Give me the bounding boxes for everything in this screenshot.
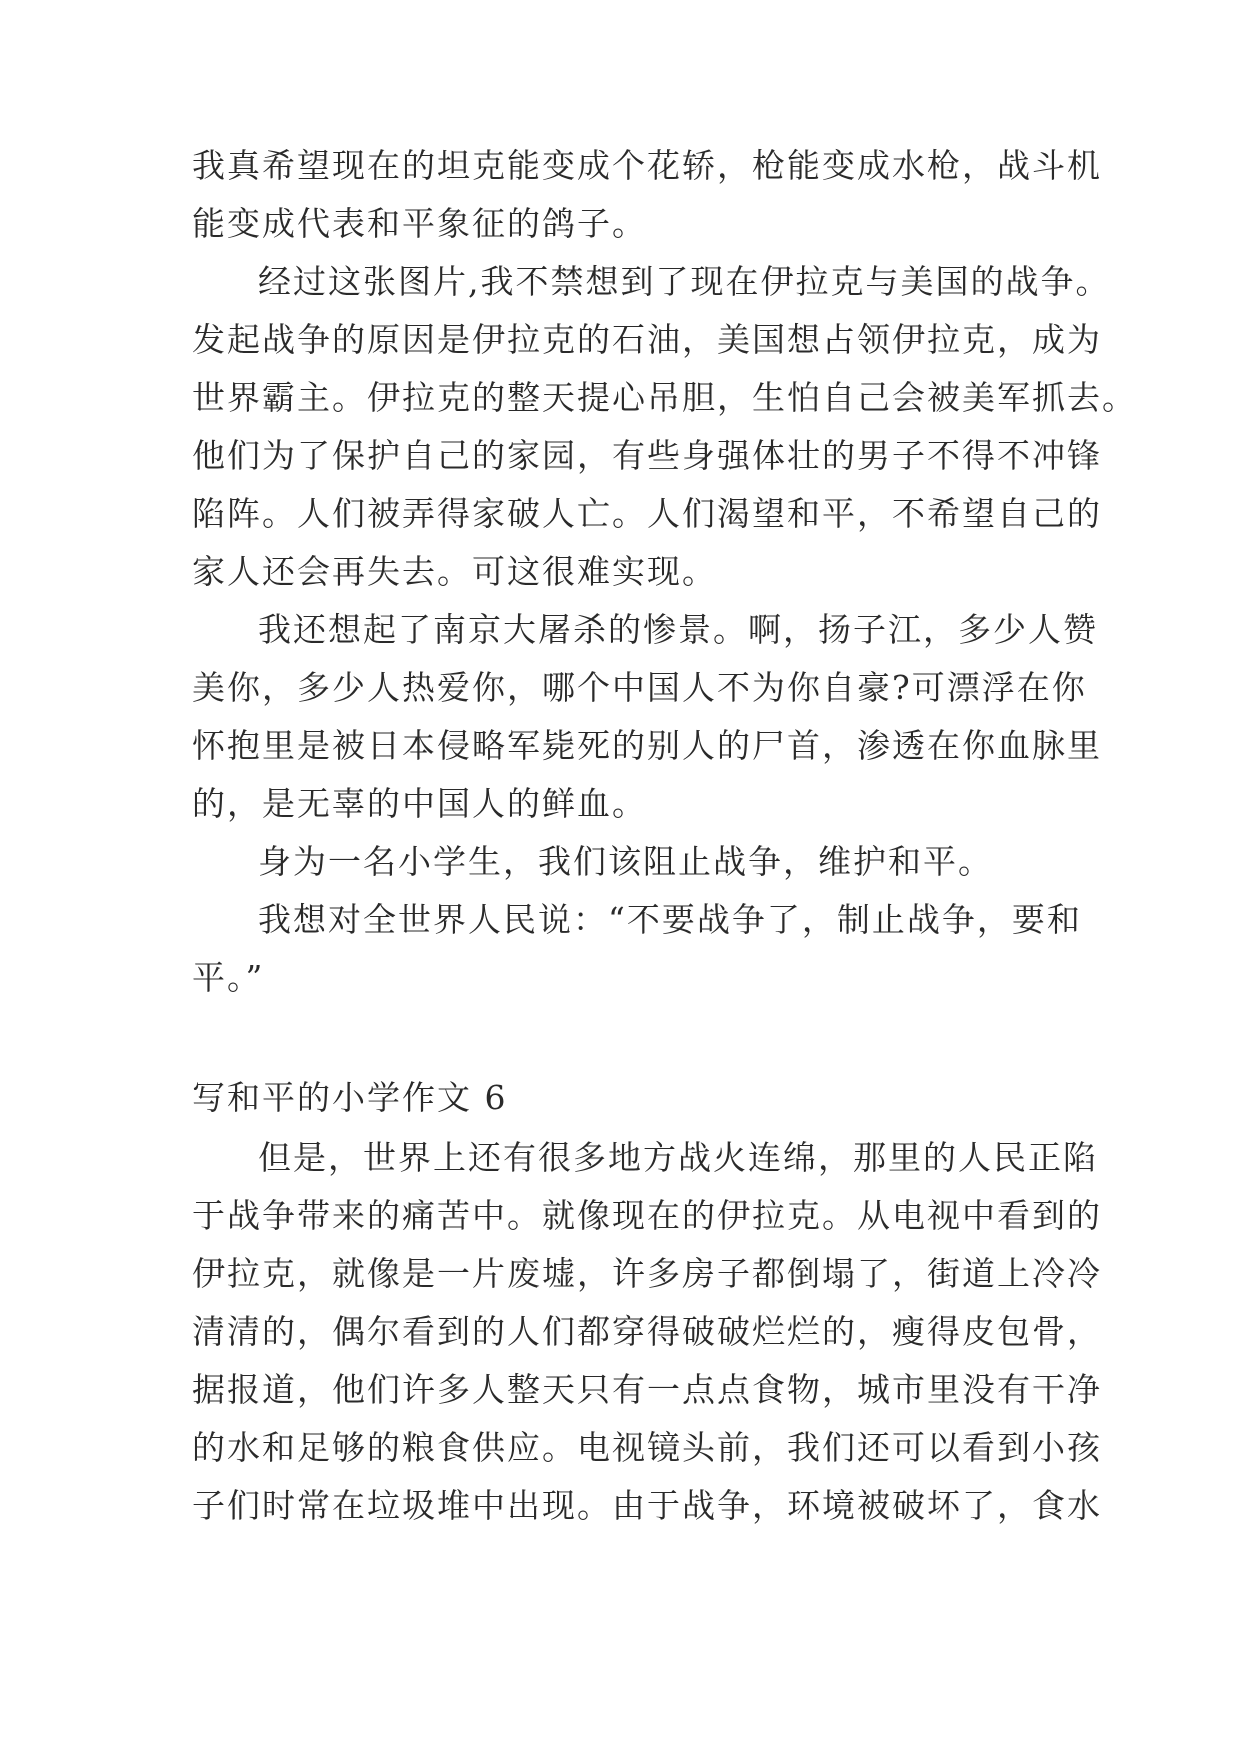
text-line: 能变成代表和平象征的鸽子。 (192, 204, 647, 243)
text-line: 我真希望现在的坦克能变成个花轿，枪能变成水枪，战斗机 (192, 146, 1102, 185)
paragraph-start-line: 经过这张图片,我不禁想到了现在伊拉克与美国的战争。 (258, 262, 1111, 301)
paragraph-start-line: 身为一名小学生，我们该阻止战争，维护和平。 (258, 842, 993, 881)
paragraph-start-line: 但是，世界上还有很多地方战火连绵，那里的人民正陷 (258, 1138, 1098, 1177)
text-line: 家人还会再失去。可这很难实现。 (192, 552, 717, 591)
paragraph-start-line: 我还想起了南京大屠杀的惨景。啊，扬子江，多少人赞 (258, 610, 1098, 649)
text-line: 他们为了保护自己的家园，有些身强体壮的男子不得不冲锋 (192, 436, 1102, 475)
paragraph-start-line: 我想对全世界人民说：“不要战争了，制止战争，要和 (258, 900, 1082, 939)
text-line: 怀抱里是被日本侵略军毙死的别人的尸首，渗透在你血脉里 (192, 726, 1102, 765)
text-line: 据报道，他们许多人整天只有一点点食物，城市里没有干净 (192, 1370, 1102, 1409)
text-line: 平。” (192, 958, 265, 997)
text-line: 的水和足够的粮食供应。电视镜头前，我们还可以看到小孩 (192, 1428, 1102, 1467)
section-heading: 写和平的小学作文 6 (192, 1078, 508, 1117)
text-line: 美你，多少人热爱你，哪个中国人不为你自豪?可漂浮在你 (192, 668, 1087, 707)
text-line: 发起战争的原因是伊拉克的石油，美国想占领伊拉克，成为 (192, 320, 1102, 359)
text-line: 子们时常在垃圾堆中出现。由于战争，环境被破坏了，食水 (192, 1486, 1102, 1525)
text-line: 世界霸主。伊拉克的整天提心吊胆，生怕自己会被美军抓去。 (192, 378, 1137, 417)
text-line: 陷阵。人们被弄得家破人亡。人们渴望和平，不希望自己的 (192, 494, 1102, 533)
text-line: 清清的，偶尔看到的人们都穿得破破烂烂的，瘦得皮包骨， (192, 1312, 1102, 1351)
text-line: 伊拉克，就像是一片废墟，许多房子都倒塌了，街道上冷冷 (192, 1254, 1102, 1293)
text-line: 的，是无辜的中国人的鲜血。 (192, 784, 647, 823)
text-line: 于战争带来的痛苦中。就像现在的伊拉克。从电视中看到的 (192, 1196, 1102, 1235)
